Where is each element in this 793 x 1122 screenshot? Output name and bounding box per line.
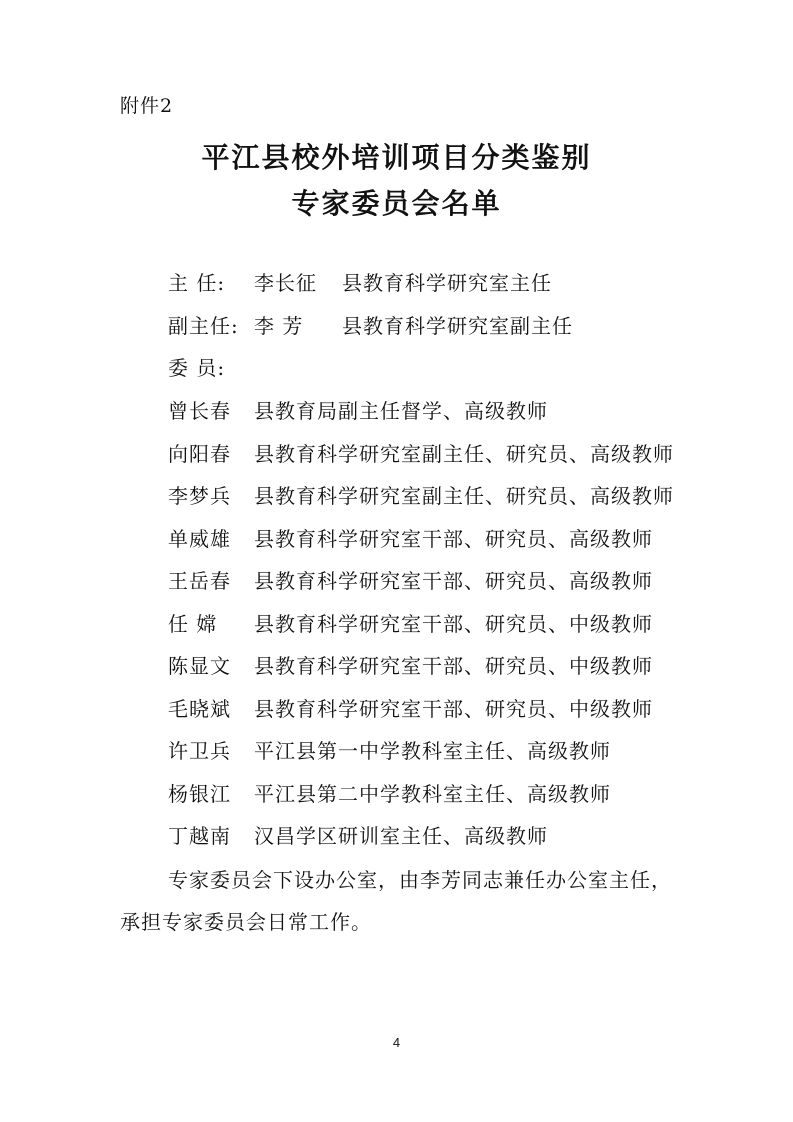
member-row xyxy=(168,439,674,469)
member-position: 县教育科学研究室副主任、研究员、高级教师 xyxy=(254,484,674,508)
member-position: 县教育科学研究室干部、研究员、高级教师 xyxy=(254,527,653,551)
document-title-line-1: 平江县校外培训项目分类鉴别 xyxy=(201,141,592,174)
member-name: 许卫兵 xyxy=(168,739,231,763)
member-row xyxy=(168,694,653,724)
member-row xyxy=(168,396,548,426)
member-name: 丁越南 xyxy=(168,824,231,848)
office-note-text: 专家委员会下设办公室，由李芳同志兼任办公室主任，承担专家委员会日常工作。 xyxy=(120,868,672,934)
member-name: 李梦兵 xyxy=(168,484,231,508)
members-label: 委 员: xyxy=(168,356,226,380)
member-position: 县教育科学研究室干部、研究员、中级教师 xyxy=(254,612,653,636)
member-name: 陈显文 xyxy=(168,654,231,678)
member-name: 王岳春 xyxy=(168,569,231,593)
page-number: 4 xyxy=(392,1035,401,1050)
leader-name: 李 芳 xyxy=(254,314,304,338)
member-position: 县教育科学研究室副主任、研究员、高级教师 xyxy=(254,442,674,466)
leader-role: 副主任: xyxy=(168,314,239,338)
member-row xyxy=(168,524,653,554)
member-position: 县教育局副主任督学、高级教师 xyxy=(254,399,548,423)
member-position: 平江县第一中学教科室主任、高级教师 xyxy=(254,739,611,763)
member-position: 平江县第二中学教科室主任、高级教师 xyxy=(254,782,611,806)
member-row xyxy=(168,566,653,596)
leader-position: 县教育科学研究室副主任 xyxy=(342,314,573,338)
member-position: 汉昌学区研训室主任、高级教师 xyxy=(254,824,548,848)
member-name: 向阳春 xyxy=(168,442,231,466)
member-row xyxy=(168,736,611,766)
member-name: 单威雄 xyxy=(168,527,231,551)
office-note xyxy=(120,859,680,943)
member-position: 县教育科学研究室干部、研究员、中级教师 xyxy=(254,654,653,678)
member-row xyxy=(168,779,611,809)
member-row xyxy=(168,821,548,851)
member-name: 毛晓斌 xyxy=(168,697,231,721)
member-row xyxy=(168,651,653,681)
member-row xyxy=(168,481,674,511)
leader-row-vice-chair xyxy=(168,311,573,341)
leader-position: 县教育科学研究室主任 xyxy=(342,271,552,295)
document-title-line-2: 专家委员会名单 xyxy=(291,187,502,220)
leader-name: 李长征 xyxy=(254,271,317,295)
member-name: 杨银江 xyxy=(168,782,231,806)
leader-role: 主 任: xyxy=(168,271,226,295)
attachment-label: 附件2 xyxy=(120,95,174,117)
member-name: 曾长春 xyxy=(168,399,231,423)
leader-row-chair xyxy=(168,268,552,298)
member-position: 县教育科学研究室干部、研究员、高级教师 xyxy=(254,569,653,593)
member-row xyxy=(168,609,653,639)
member-position: 县教育科学研究室干部、研究员、中级教师 xyxy=(254,697,653,721)
member-name: 任 嫦 xyxy=(168,612,218,636)
